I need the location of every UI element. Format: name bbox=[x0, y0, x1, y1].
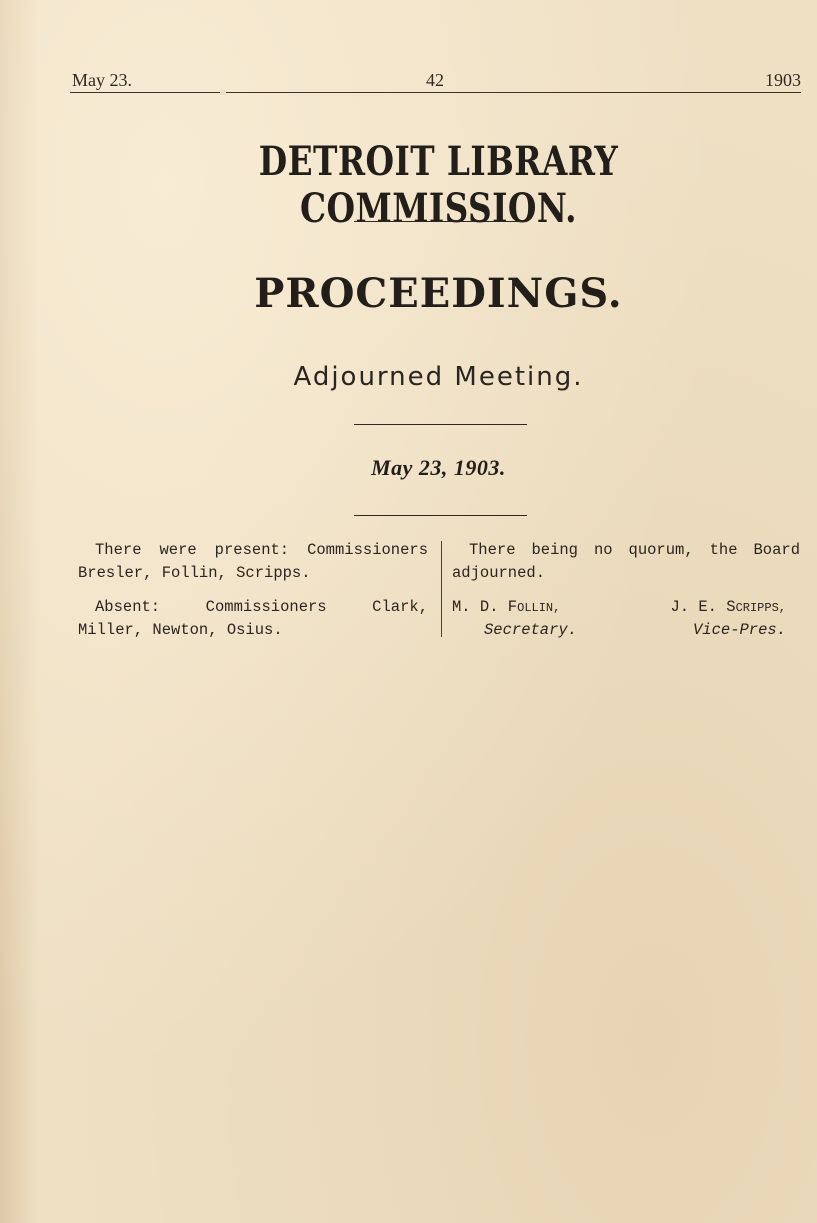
document-title: DETROIT LIBRARY COMMISSION. bbox=[258, 138, 619, 232]
absent-paragraph: Absent: Commissioners Clark, Miller, Newton, Osius. bbox=[78, 598, 428, 639]
header-rule bbox=[70, 92, 801, 93]
divider-rule-2 bbox=[354, 424, 527, 425]
quorum-paragraph: There being no quorum, the Board adjourned. bbox=[452, 541, 800, 582]
divider-rule-1 bbox=[354, 221, 527, 222]
page-number: 42 bbox=[426, 70, 444, 90]
meeting-type: Adjourned Meeting. bbox=[293, 362, 584, 392]
section-heading: PROCEEDINGS. bbox=[254, 270, 623, 317]
vice-president-title: Vice-Pres. bbox=[692, 621, 786, 639]
present-paragraph: There were present: Commissioners Bresler, Follin, Scripps. bbox=[78, 541, 428, 582]
left-column bbox=[78, 539, 428, 642]
running-head-date: May 23. bbox=[72, 70, 132, 90]
divider-rule-3 bbox=[354, 515, 527, 516]
secretary-title: Secretary. bbox=[484, 621, 578, 639]
vice-president-name: J. E. SCRIPPS, bbox=[670, 598, 786, 616]
right-column bbox=[452, 539, 800, 642]
signature-names bbox=[452, 596, 800, 619]
signature-titles bbox=[452, 619, 800, 642]
meeting-date: May 23, 1903. bbox=[371, 455, 506, 480]
header-rule-gap bbox=[220, 90, 226, 95]
column-divider bbox=[441, 541, 442, 637]
secretary-name: M. D. FOLLIN, bbox=[452, 598, 561, 616]
running-head bbox=[70, 70, 801, 96]
signature-block bbox=[452, 596, 800, 642]
running-head-year: 1903 bbox=[765, 70, 801, 90]
